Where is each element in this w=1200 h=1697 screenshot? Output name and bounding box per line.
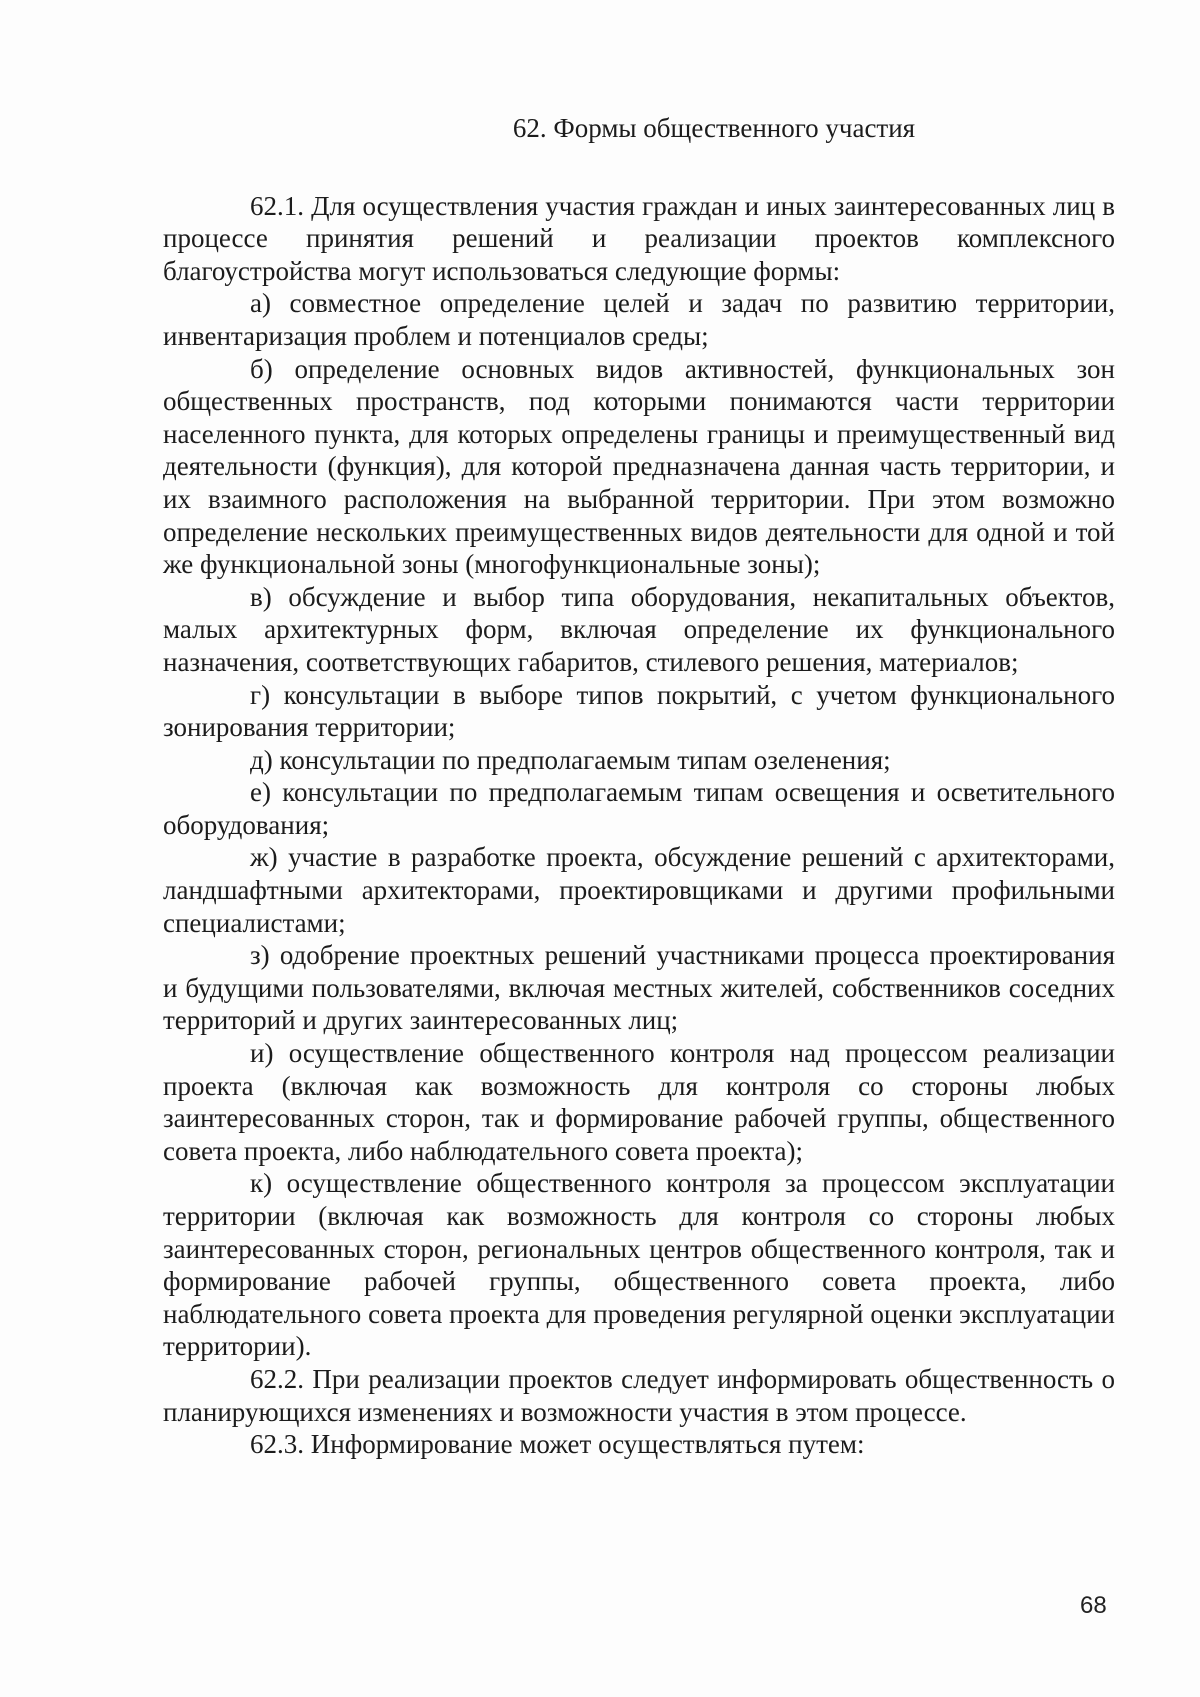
list-item-v: в) обсуждение и выбор типа оборудования, некапитальных объектов, малых архитектурных форм, включая определение их функционального назначения, соответствующих габаритов, стилевого решения, материалов;	[163, 581, 1115, 677]
list-item-a: а) совместное определение целей и задач по развитию территории, инвентаризация проблем и потенциалов среды;	[163, 288, 1115, 351]
paragraph-62-3: 62.3. Информирование может осуществляться путем:	[250, 1429, 865, 1460]
list-item-k: к) осуществление общественного контроля за процессом эксплуатации территории (включая как возможность для контроля со стороны любых заинтересованных сторон, региональных центров общественного контроля, так и формирование рабочей группы, общественного совета проекта, либо наблюдательного совета проекта для проведения регулярной оценки эксплуатации территории).	[163, 1168, 1115, 1362]
list-item-i: и) осуществление общественного контроля над процессом реализации проекта (включая как возможность для контроля со стороны любых заинтересованных сторон, так и формирование рабочей группы, общественного совета проекта, либо наблюдательного совета проекта);	[163, 1038, 1115, 1166]
list-item-e: е) консультации по предполагаемым типам освещения и осветительного оборудования;	[163, 777, 1115, 840]
list-item-d: д) консультации по предполагаемым типам озеленения;	[250, 744, 891, 775]
document-body	[163, 112, 1115, 1461]
paragraph-62-2: 62.2. При реализации проектов следует информировать общественность о планирующихся изменениях и возможности участия в этом процессе.	[163, 1363, 1115, 1427]
paragraph-62-1: 62.1. Для осуществления участия граждан и иных заинтересованных лиц в процессе принятия решений и реализации проектов комплексного благоустройства могут использоваться следующие формы:	[163, 190, 1115, 286]
list-item-z: з) одобрение проектных решений участниками процесса проектирования и будущими пользователями, включая местных жителей, собственников соседних территорий и других заинтересованных лиц;	[163, 940, 1115, 1036]
list-item-zh: ж) участие в разработке проекта, обсуждение решений с архитекторами, ландшафтными архитекторами, проектировщиками и другими профильными специалистами;	[163, 842, 1115, 938]
list-item-g: г) консультации в выборе типов покрытий, с учетом функционального зонирования территории;	[163, 679, 1115, 743]
section-title: 62. Формы общественного участия	[512, 113, 916, 143]
list-item-b: б) определение основных видов активностей, функциональных зон общественных пространств, под которыми понимаются части территории населенного пункта, для которых определены границы и преимущественный вид деятельности (функция), для которой предназначена данная часть территории, и их взаимного расположения на выбранной территории. При этом возможно определение нескольких преимущественных видов деятельности для одной и той же функциональной зоны (многофункциональные зоны);	[163, 353, 1115, 580]
page-number: 68	[1080, 1592, 1107, 1619]
